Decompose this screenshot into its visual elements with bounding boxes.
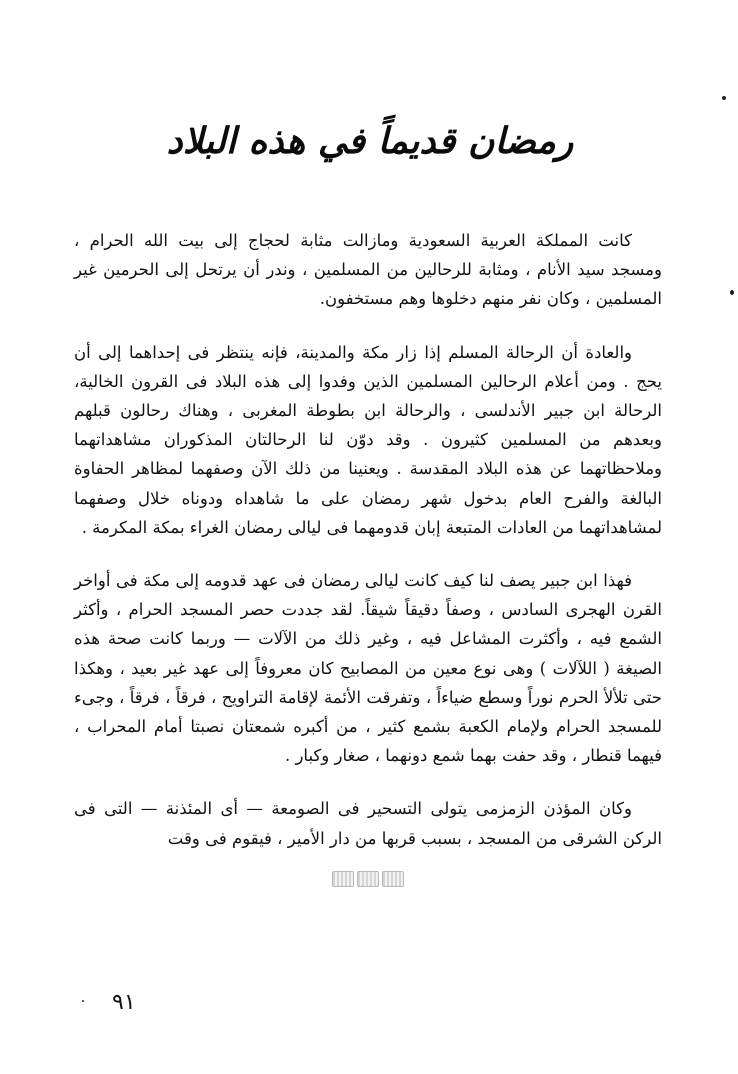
scan-speck bbox=[82, 1000, 84, 1002]
paragraph-4: وكان المؤذن الزمزمى يتولى التسحير فى الصومعة — أى المئذنة — التى فى الركن الشرقى من المسجد ، بسبب قربها من دار الأمير ، فيقوم فى وقت bbox=[74, 799, 662, 848]
scan-speck bbox=[730, 290, 734, 295]
chapter-title: رمضان قديماً في هذه البلاد bbox=[166, 121, 574, 162]
paragraph-1: كانت المملكة العربية السعودية ومازالت مثابة لحجاج إلى بيت الله الحرام ، ومسجد سيد الأنام ، ومثابة للرحالين من المسلمين ، وندر أن يرتحل إلى الحرمين غير المسلمين ، وكان نفر منهم دخلوها وهم مستخفون. bbox=[74, 231, 662, 309]
body-text bbox=[74, 226, 662, 853]
paragraph-3: فهذا ابن جبير يصف لنا كيف كانت ليالى رمضان فى عهد قدومه إلى مكة فى أواخر القرن الهجرى السادس ، وصفاً دقيقاً شيقاً. لقد جددت حصر المسجد الحرام ، وأكثر الشمع فيه ، وأكثرت المشاعل فيه ، وغير ذلك من الآلات — وربما كانت صحة هذه الصيغة ( اللآلات ) وهى نوع معين من المصابيح كان معروفاً إلى عهد غير بعيد ، وهكذا حتى تلألأ الحرم نوراً وسطع ضياءاً ، وتفرقت الأئمة لإقامة التراويح ، فرقاً ، فرقاً ، وجىء للمسجد الحرام ولإمام الكعبة بشمع كثير ، من أكبره شمعتان نصبتا أمام المحراب ، فيهما قنطار ، وقد حفت بهما شمع دونهما ، صغار وكبار . bbox=[74, 571, 662, 766]
paragraph-2: والعادة أن الرحالة المسلم إذا زار مكة والمدينة، فإنه ينتظر فى إحداهما إلى أن يحج . ومن أعلام الرحالين المسلمين الذين وفدوا إلى هذه البلاد فى القرون الخالية، الرحالة ابن جبير الأندلسى ، والرحالة ابن بطوطة المغربى ، وهناك رحالون قبلهم وبعدهم من المسلمين كثيرون . وقد دوّن لنا الرحالتان المذكوران مشاهداتهما وملاحظاتهما عن هذه البلاد المقدسة . ويعنينا من ذلك الآن وصفهما لمظاهر الحفاوة البالغة والفرح العام بدخول شهر رمضان على ما شاهداه ودوناه خلال وصفهما لمشاهداتهما من العادات المتبعة إبان قدومهما فى ليالى رمضان الغراء بمكة المكرمة . bbox=[74, 342, 662, 537]
page-number: ٩١ bbox=[112, 990, 136, 1015]
scan-speck bbox=[722, 96, 726, 100]
stamp-mark bbox=[382, 871, 404, 887]
stamp-mark bbox=[332, 871, 354, 887]
library-stamp bbox=[320, 868, 416, 890]
stamp-mark bbox=[357, 871, 379, 887]
